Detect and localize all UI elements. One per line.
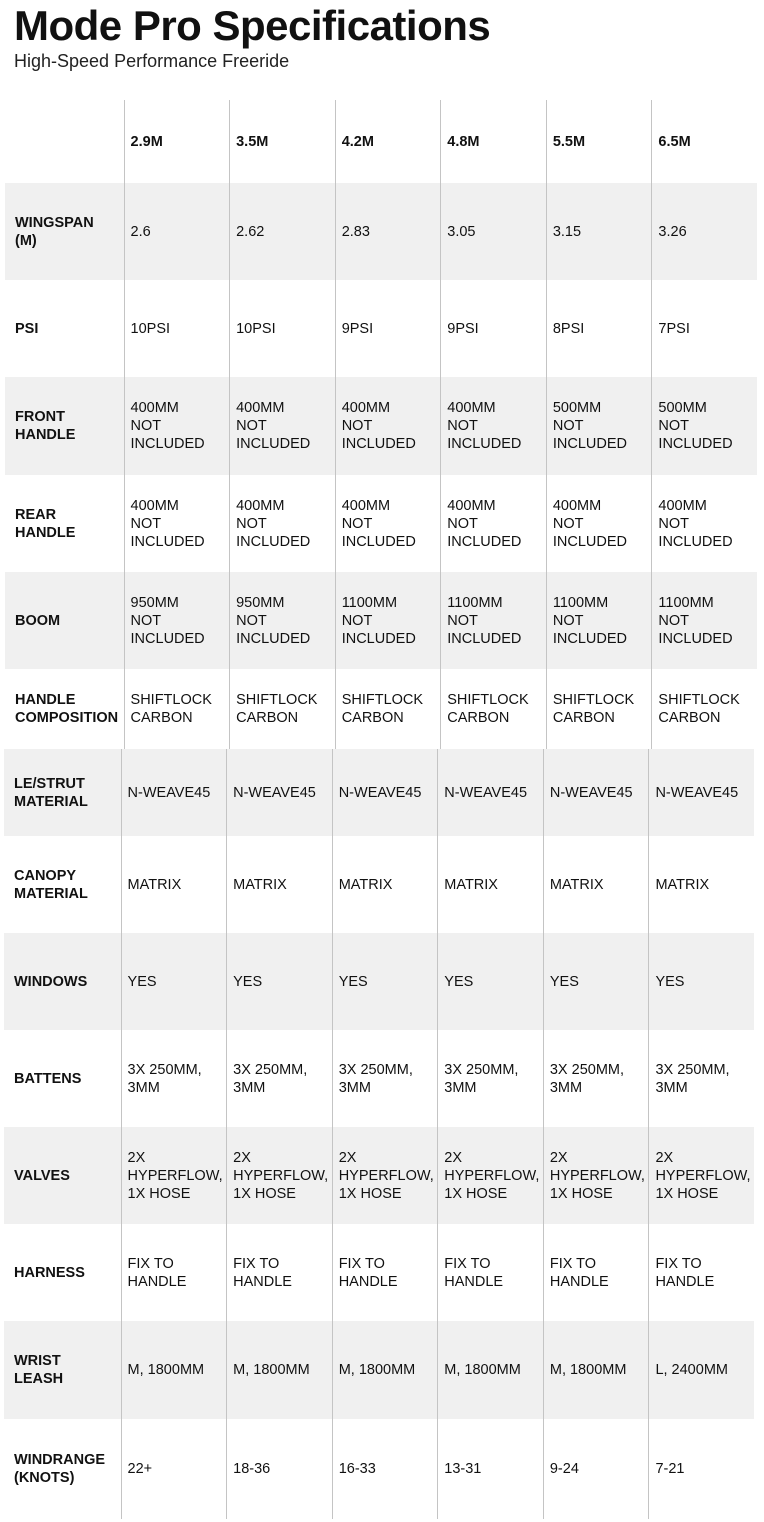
table-cell: FIX TO HANDLE [648, 1224, 754, 1321]
table-cell: 2.6 [124, 183, 230, 280]
table-cell: 7-21 [648, 1419, 754, 1519]
table-cell: N-WEAVE45 [226, 749, 332, 836]
table-cell: 16-33 [332, 1419, 438, 1519]
table-cell: FIX TO HANDLE [121, 1224, 227, 1321]
table-cell: 400MM NOT INCLUDED [229, 475, 335, 572]
table-cell: 2X HYPERFLOW, 1X HOSE [332, 1127, 438, 1224]
table-cell: MATRIX [437, 836, 543, 933]
table-cell: 3X 250MM, 3MM [437, 1030, 543, 1127]
table-cell: MATRIX [648, 836, 754, 933]
table-cell: SHIFTLOCK CARBON [651, 669, 757, 749]
table-cell: 1100MM NOT INCLUDED [440, 572, 546, 669]
table-cell: MATRIX [332, 836, 438, 933]
column-header-3-5m: 3.5M [229, 100, 335, 183]
row-label: WINGSPAN (M) [15, 214, 94, 249]
table-cell: 7PSI [651, 280, 757, 377]
table-cell: 400MM NOT INCLUDED [335, 377, 441, 475]
table-cell: 2X HYPERFLOW, 1X HOSE [648, 1127, 754, 1224]
table-row [5, 280, 757, 377]
row-label: FRONT HANDLE [15, 409, 76, 443]
table-cell: 3X 250MM, 3MM [332, 1030, 438, 1127]
column-header-2-9m: 2.9M [124, 100, 230, 183]
table-cell: 3X 250MM, 3MM [648, 1030, 754, 1127]
page-title: Mode Pro Specifications [14, 2, 491, 49]
page-subtitle: High-Speed Performance Freeride [14, 51, 290, 71]
column-header-6-5m: 6.5M [651, 100, 757, 183]
table-cell: 3X 250MM, 3MM [543, 1030, 649, 1127]
table-row [4, 749, 754, 836]
table-row [4, 1419, 754, 1519]
table-cell: N-WEAVE45 [332, 749, 438, 836]
table-cell: 500MM NOT INCLUDED [651, 377, 757, 475]
table-cell: 400MM NOT INCLUDED [651, 475, 757, 572]
table-cell: FIX TO HANDLE [332, 1224, 438, 1321]
table-cell: 400MM NOT INCLUDED [124, 475, 230, 572]
table-cell: SHIFTLOCK CARBON [546, 669, 652, 749]
table-cell: 18-36 [226, 1419, 332, 1519]
row-label: REAR HANDLE [15, 506, 76, 541]
column-header-4-8m: 4.8M [440, 100, 546, 183]
table-cell: N-WEAVE45 [121, 749, 227, 836]
table-cell: 3.15 [546, 183, 652, 280]
table-cell: 3X 250MM, 3MM [121, 1030, 227, 1127]
table-cell: 400MM NOT INCLUDED [335, 475, 441, 572]
table-cell: 9PSI [440, 280, 546, 377]
table-header-row [5, 100, 757, 183]
row-label: CANOPY MATERIAL [14, 867, 88, 902]
table-cell: MATRIX [226, 836, 332, 933]
table-row [4, 1321, 754, 1419]
table-cell: M, 1800MM [226, 1321, 332, 1419]
table-cell: M, 1800MM [543, 1321, 649, 1419]
table-cell: 400MM NOT INCLUDED [229, 377, 335, 475]
row-label: WINDRANGE (KNOTS) [14, 1452, 106, 1486]
column-header-4-2m: 4.2M [335, 100, 441, 183]
row-label: WINDOWS [14, 973, 88, 990]
table-cell: 2.62 [229, 183, 335, 280]
row-label: HANDLE COMPOSITION [15, 692, 119, 726]
table-row [5, 183, 757, 280]
table-cell: N-WEAVE45 [437, 749, 543, 836]
header-corner-cell [5, 100, 124, 183]
row-label: WRIST LEASH [14, 1353, 64, 1387]
table-cell: 3.05 [440, 183, 546, 280]
table-row [4, 1224, 754, 1321]
row-label: VALVES [14, 1167, 70, 1184]
table-cell: 22+ [121, 1419, 227, 1519]
table-cell: YES [648, 933, 754, 1030]
table-cell: SHIFTLOCK CARBON [124, 669, 230, 749]
table-cell: N-WEAVE45 [648, 749, 754, 836]
row-label: PSI [15, 320, 39, 337]
table-cell: 10PSI [124, 280, 230, 377]
table-row [4, 1127, 754, 1224]
row-label: BATTENS [14, 1070, 82, 1087]
table-cell: SHIFTLOCK CARBON [229, 669, 335, 749]
row-label: HARNESS [14, 1264, 85, 1281]
table-cell: FIX TO HANDLE [437, 1224, 543, 1321]
table-cell: N-WEAVE45 [543, 749, 649, 836]
table-cell: YES [332, 933, 438, 1030]
table-cell: M, 1800MM [437, 1321, 543, 1419]
table-row [5, 377, 757, 475]
table-cell: 8PSI [546, 280, 652, 377]
table-cell: YES [437, 933, 543, 1030]
table-cell: M, 1800MM [332, 1321, 438, 1419]
table-cell: 2.83 [335, 183, 441, 280]
table-cell: 1100MM NOT INCLUDED [651, 572, 757, 669]
table-cell: 3X 250MM, 3MM [226, 1030, 332, 1127]
table-cell: SHIFTLOCK CARBON [335, 669, 441, 749]
table-row [4, 933, 754, 1030]
table-cell: 2X HYPERFLOW, 1X HOSE [121, 1127, 227, 1224]
table-cell: 2X HYPERFLOW, 1X HOSE [226, 1127, 332, 1224]
table-cell: FIX TO HANDLE [226, 1224, 332, 1321]
table-cell: SHIFTLOCK CARBON [440, 669, 546, 749]
table-cell: MATRIX [543, 836, 649, 933]
table-cell: 950MM NOT INCLUDED [124, 572, 230, 669]
table-cell: 950MM NOT INCLUDED [229, 572, 335, 669]
table-row [4, 836, 754, 933]
table-row [5, 475, 757, 572]
table-cell: YES [121, 933, 227, 1030]
table-cell: 3.26 [651, 183, 757, 280]
table-cell: 1100MM NOT INCLUDED [335, 572, 441, 669]
table-cell: FIX TO HANDLE [543, 1224, 649, 1321]
table-cell: 9PSI [335, 280, 441, 377]
table-cell: YES [226, 933, 332, 1030]
row-label: LE/STRUT MATERIAL [14, 775, 88, 810]
table-row [5, 572, 757, 669]
table-cell: 400MM NOT INCLUDED [124, 377, 230, 475]
table-cell: L, 2400MM [648, 1321, 754, 1419]
table-cell: MATRIX [121, 836, 227, 933]
table-row [5, 669, 757, 749]
table-cell: 500MM NOT INCLUDED [546, 377, 652, 475]
table-cell: YES [543, 933, 649, 1030]
table-cell: M, 1800MM [121, 1321, 227, 1419]
table-cell: 13-31 [437, 1419, 543, 1519]
table-cell: 400MM NOT INCLUDED [546, 475, 652, 572]
table-row [4, 1030, 754, 1127]
column-header-5-5m: 5.5M [546, 100, 652, 183]
table-cell: 400MM NOT INCLUDED [440, 377, 546, 475]
table-cell: 400MM NOT INCLUDED [440, 475, 546, 572]
table-cell: 2X HYPERFLOW, 1X HOSE [437, 1127, 543, 1224]
table-cell: 10PSI [229, 280, 335, 377]
table-cell: 1100MM NOT INCLUDED [546, 572, 652, 669]
table-cell: 2X HYPERFLOW, 1X HOSE [543, 1127, 649, 1224]
table-cell: 9-24 [543, 1419, 649, 1519]
row-label: BOOM [15, 612, 61, 629]
